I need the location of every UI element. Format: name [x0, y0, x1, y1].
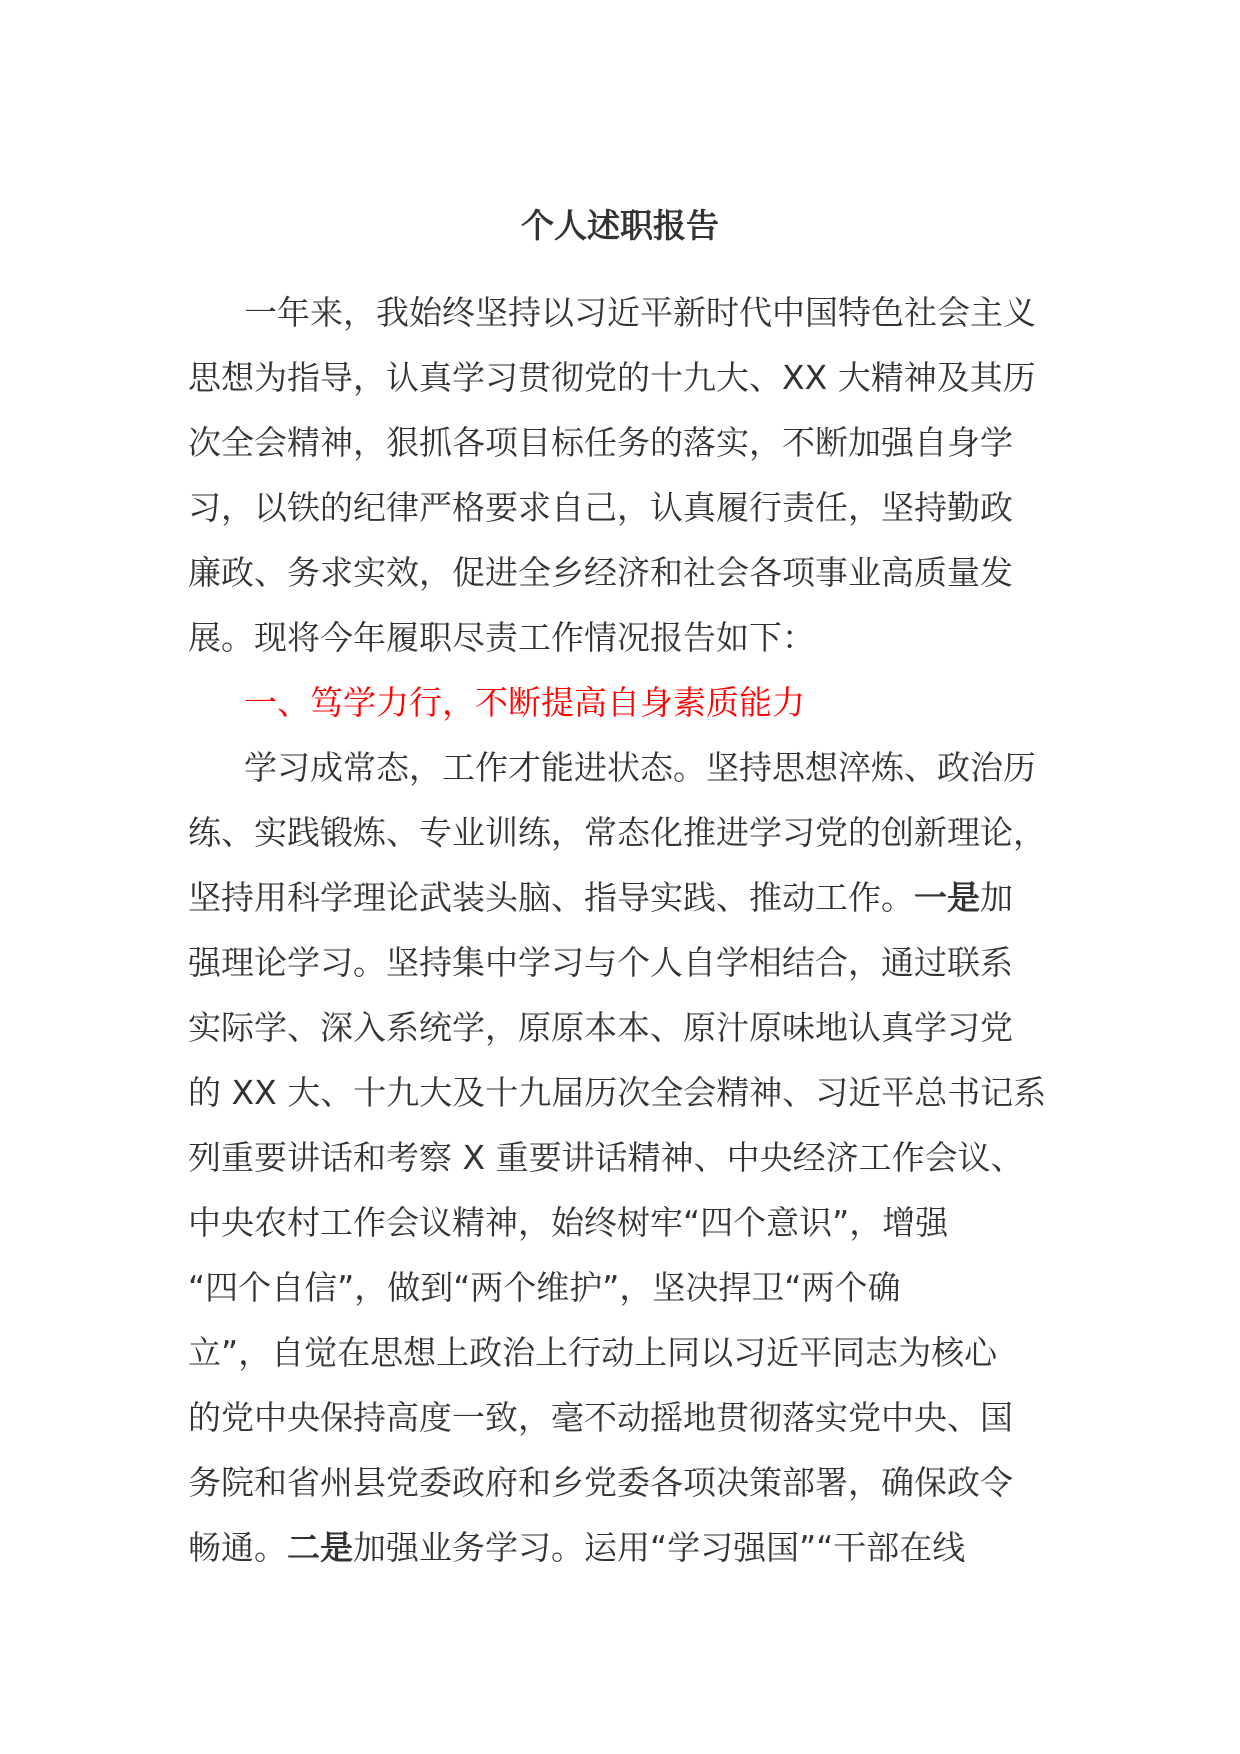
section-heading: 一、笃学力行，不断提高自身素质能力: [244, 683, 805, 722]
paragraph-line: 思想为指导，认真学习贯彻党的十九大、XX 大精神及其历: [188, 358, 1036, 397]
paragraph-line: 学习成常态，工作才能进状态。坚持思想淬炼、政治历: [244, 748, 1036, 787]
line-text: 畅通。: [188, 1528, 287, 1567]
paragraph-line: 展。现将今年履职尽责工作情况报告如下：: [188, 618, 815, 657]
paragraph-line: 中央农村工作会议精神，始终树牢“四个意识”，增强: [188, 1203, 949, 1242]
paragraph-line: 立”，自觉在思想上政治上行动上同以习近平同志为核心: [188, 1333, 998, 1372]
document-body: [188, 280, 1052, 1580]
paragraph-line: [188, 1515, 1052, 1580]
paragraph-line: [188, 865, 1052, 930]
paragraph-line: 务院和省州县党委政府和乡党委各项决策部署，确保政令: [188, 1463, 1013, 1502]
paragraph-line: 的 XX 大、十九大及十九届历次全会精神、习近平总书记系: [188, 1073, 1047, 1112]
page-title: 个人述职报告: [521, 206, 719, 245]
paragraph-line: 次全会精神，狠抓各项目标任务的落实，不断加强自身学: [188, 423, 1013, 462]
line-text: 加: [980, 878, 1013, 917]
paragraph-line: 廉政、务求实效，促进全乡经济和社会各项事业高质量发: [188, 553, 1013, 592]
paragraph-line: 练、实践锻炼、专业训练，常态化推进学习党的创新理论，: [188, 813, 1046, 852]
line-text: 坚持用科学理论武装头脑、指导实践、推动工作。: [188, 878, 914, 917]
line-text: 加强业务学习。运用“学习强国”“干部在线: [353, 1528, 966, 1567]
paragraph-line: 强理论学习。坚持集中学习与个人自学相结合，通过联系: [188, 943, 1013, 982]
paragraph-line: 一年来，我始终坚持以习近平新时代中国特色社会主义: [244, 293, 1036, 332]
point-label-first: 一是: [914, 878, 980, 917]
paragraph-line: 的党中央保持高度一致，毫不动摇地贯彻落实党中央、国: [188, 1398, 1013, 1437]
point-label-second: 二是: [287, 1528, 353, 1567]
paragraph-line: 列重要讲话和考察 X 重要讲话精神、中央经济工作会议、: [188, 1138, 1024, 1177]
paragraph-line: 习，以铁的纪律严格要求自己，认真履行责任，坚持勤政: [188, 488, 1013, 527]
paragraph-line: “四个自信”，做到“两个维护”，坚决捍卫“两个确: [188, 1268, 901, 1307]
paragraph-line: 实际学、深入系统学，原原本本、原汁原味地认真学习党: [188, 1008, 1013, 1047]
